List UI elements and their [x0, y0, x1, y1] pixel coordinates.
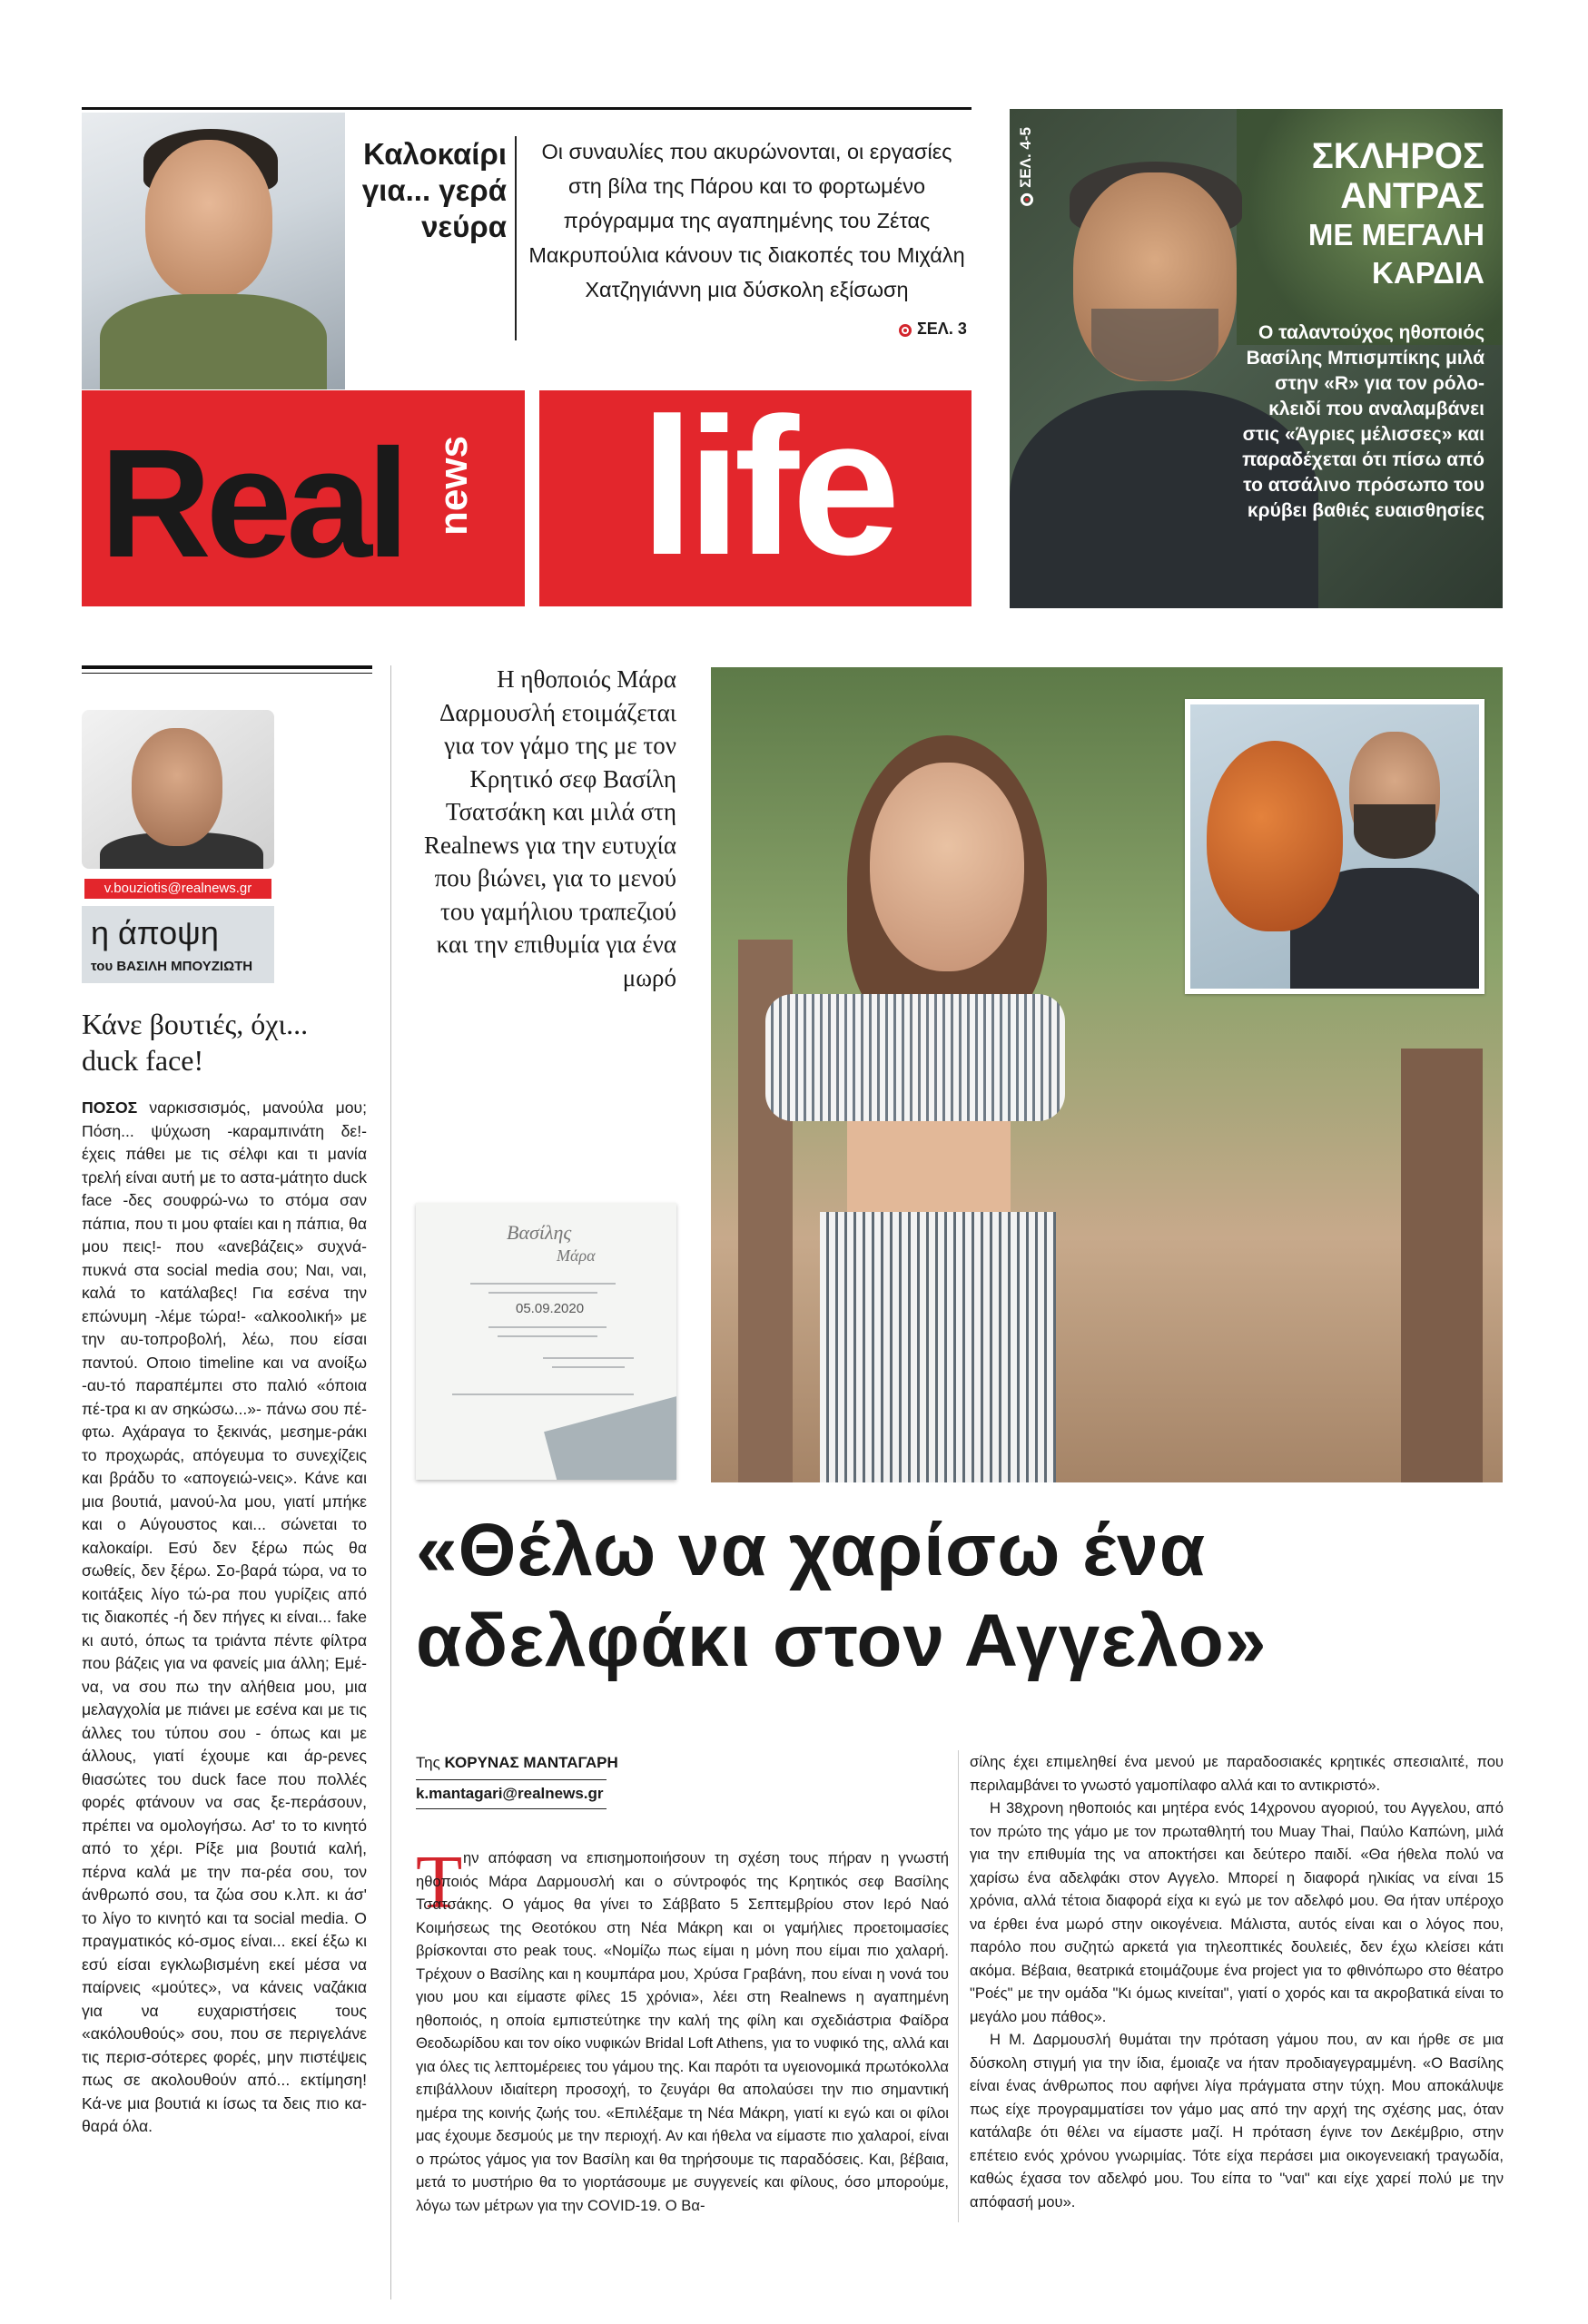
- article-paragraph: ην απόφαση να επισημοποιήσουν τη σχέση τους πήραν η γνωστή ηθοποιός Μάρα Δαρμουσλή και ο σύντροφός της Κρητικός σεφ Βασίλης Τσατσάκης. Ο γάμος θα γίνει το Σάββατο 5 Σεπτεμβρίου στον Ιερό Ναό Κοιμήσεως της Θεοτόκου στη Νέα Μάκρη και οι γαμήλιες προετοιμασίες βρίσκονται στο peak τους. «Νομίζω πως είμαι η μόνη που είμαι πιο χαλαρή. Τρέχουν ο Βασίλης και η κουμπάρα μου, Χρύσα Γραβάνη, που είναι η νονά του γιου μου και είμαστε φίλες 15 χρόνια», λέει στη Realnews η αγαπημένη ηθοποιός, η οποία εμπιστεύτηκε την καλή της φίλη και σχεδιάστρια Φαίδρα Θεοδωρίδου και τον οίκο νυφικών Bridal Loft Athens, για το νυφικό της, αλλά και για όλες τις λεπτομέρειες του γάμου της. Και παρότι τα υγειονομικά πρωτόκολλα επιβάλλουν ιδιαίτερη προσοχή, το ζευγάρι θα απολαύσει την πιο σημαντική ημέρα της κοινής ζωής του. «Επιλέξαμε τη Νέα Μάκρη, γιατί κι εγώ και οι φίλοι μας έχουμε δεσμούς με την περιοχή. Αν και ήθελα να είμαστε πιο χαλαροί, είναι ο πρώτος γάμος για τον Βασίλη και θα τηρήσουμε τις παραδόσεις. Και, βέβαια, μετά το μυστήριο θα το γιορτάσουμε με συγγενείς και φίλους, όσο μπορούμε, λόγω των μέτρων για την COVID-19. Ο Βα-: [416, 1849, 949, 2214]
- drop-cap: Τ: [416, 1840, 463, 1925]
- cover-title-line1: ΣΚΛΗΡΟΣ ΑΝΤΡΑΣ: [1311, 136, 1484, 216]
- invitation-date: 05.09.2020: [516, 1301, 585, 1316]
- teaser-page-ref[interactable]: [899, 320, 967, 339]
- column-separator: [390, 665, 391, 2299]
- article-paragraph: Η 38χρονη ηθοποιός και μητέρα ενός 14χρονου αγοριού, του Αγγελου, από τον πρώτο της γάμο με τον πρωταθλητή του Muay Thai, Παύλο Καπώνη, μιλά για την επιθυμία της να αποκτήσει και δεύτερο παιδί. «Θα ήθελα πολύ να χαρίσω ένα αδελφάκι στον Αγγελο. Μπορεί η διαφορά ηλικίας να είναι 15 χρόνια, αλλά τέτοια διαφορά είχα κι εγώ με τον αδελφό μου. Θα ήταν υπέροχο να έρθει ένα μωρό στην οικογένεια. Μάλιστα, αυτός είναι και ο λόγος που, παρόλο που συζητώ αρκετά για τηλεοπτικές δουλειές, δεν έχω κλείσει κάτι ακόμα. Βέβαια, θεατρικά ετοιμάζουμε ένα project για το φθινόπωρο στο θέατρο "Ροές" με την ομάδα "Κι όμως κινείται", γιατί ο χορός και τα ακροβατικά είναι το μεγάλο μου πάθος».: [970, 1799, 1504, 2025]
- columnist-email[interactable]: v.bouziotis@realnews.gr: [84, 879, 271, 899]
- teaser-photo[interactable]: [82, 113, 345, 389]
- byline-email[interactable]: k.mantagari@realnews.gr: [416, 1785, 604, 1802]
- byline-rule-bottom: [416, 1808, 607, 1809]
- opinion-title: η άποψη: [91, 914, 219, 951]
- opinion-headline[interactable]: Κάνε βουτιές, όχι... duck face!: [82, 1008, 309, 1077]
- columnist-photo: [82, 710, 274, 869]
- top-rule: [82, 107, 972, 110]
- wedding-invitation-photo: [416, 1203, 676, 1480]
- cover-title[interactable]: [1208, 136, 1484, 292]
- cover-page-ref-label: ΣΕΛ. 4-5: [1017, 127, 1034, 188]
- teaser-headline[interactable]: Καλοκαίρι για... γερά νεύρα: [361, 137, 507, 243]
- column-rule: [82, 665, 372, 669]
- masthead-life: life: [640, 377, 893, 596]
- masthead-real: Real: [100, 418, 405, 590]
- masthead-news: news: [431, 435, 476, 536]
- article-column-separator: [958, 1750, 959, 2222]
- opinion-body-text: ναρκισσισμός, μανούλα μου; Πόση... ψύχωση -καραμπινάτη δε!- έχεις πάθει με τις σέλφι και τι μανία τρελή είναι αυτή με το αστα-μάτητο duck face -δες σουφρώ-νω το στόμα σαν πάπια, που τι μου φταίει και η πάπια, θα μου πεις!- που «ανεβάζεις» συχνά-πυκνά στα social media σου; Ναι, ναι, καλά το κατάλαβες! Για εσένα την επώνυμη -λέμε τώρα!- «αλκοολική» με την αυ-τοπροβολή, λέω, που είσαι παντού. Οποιο timeline και να ανοίξω -αυ-τό παραπέμπει στο παλιό «όποια πέ-τρα κι αν σηκώσω...»- πάνω σου πέ-φτω. Αχάραγα το ξεκινάς, μεσημε-ράκι το προχωράς, απόγευμα το συνεχίζεις και βράδυ το «απογειώ-νεις». Κάνε και μια βουτιά, μανού-λα μου, γιατί μπήκε και ο Αύγουστος και... σώνεται το καλοκαίρι. Εσύ δεν ξέρω πώς θα σωθείς, δεν ξέρω. Σο-βαρά τώρα, να το κοιτάξεις λίγο τώ-ρα που γυρίζεις από τις διακοπές -ή δεν πήγες κι είναι... fake κι αυτό, όπως τα τριάντα πέντε φίλτρα που βάζεις για να φανείς μια άλλη; Εμέ-να, να σου πω την αλήθεια μου, μια μελαγχολία με πιάνει με εσένα και με τις άλλες του τύπου σου - όπως και με άλλους, γιατί έχουμε και άρ-ρενες θιασώτες του duck face που πολλές φορές φτάνουν να σας ξε-περάσουν, πρέπει να ομολογήσω. Ασ' το το κινητό από το χέρι. Ρίξε μια βουτιά καλή, πέρνα καλά με την πα-ρέα σου, τον άνθρωπό σου, τα ζώα σου κ.λπ. κι άσ' το λίγο το κινητό και τα social media. Ο πραγματικός κό-σμος είναι... εκεί έξω κι εσύ είσαι εγκλωβισμένη εκεί μέσα να παίρνεις «μούτες», να κάνεις ναζάκια για να ευχαριστήσεις τους «ακόλουθούς» σου, που σε περιγελάνε τις περισ-σότερες φορές, μην πιστέψεις πως σε ακολουθούν από... εκτίμηση! Κά-νε μια βουτιά κι ίσως τα δεις πιο κα-θαρά όλα.: [82, 1098, 367, 2135]
- article-intro: Η ηθοποιός Μάρα Δαρμουσλή ετοιμάζεται για τον γάμο της με τον Κρητικό σεφ Βασίλη Τσατσάκη και μιλά στη Realnews για την ευτυχία που βιώνει, για το μενού του γαμήλιου τραπεζιού και την επιθυμία για ένα μωρό: [423, 665, 676, 991]
- article-column-1: [416, 1840, 949, 2217]
- column-rule-thin: [82, 673, 372, 674]
- opinion-lead-word: ΠΟΣΟΣ: [82, 1098, 138, 1117]
- cover-page-ref[interactable]: [1017, 127, 1035, 206]
- cover-title-line2: ΜΕ ΜΕΓΑΛΗ ΚΑΡΔΙΑ: [1307, 218, 1484, 290]
- article-paragraph: σίλης έχει επιμεληθεί ένα μενού με παραδοσιακές κρητικές σπεσιαλιτέ, που περιλαμβάνει το γνωστό γαμοπίλαφο αλλά και το αντικριστό».: [970, 1753, 1504, 1794]
- byline-rule: [416, 1779, 607, 1780]
- byline-author: ΚΟΡΥΝΑΣ ΜΑΝΤΑΓΑΡΗ: [444, 1754, 618, 1771]
- opinion-author: του ΒΑΣΙΛΗ ΜΠΟΥΖΙΩΤΗ: [91, 959, 253, 974]
- article-headline[interactable]: «Θέλω να χαρίσω ένα αδελφάκι στον Αγγελο»: [416, 1509, 1267, 1682]
- teaser-divider: [515, 136, 517, 340]
- invitation-name-1: Βασίλης: [507, 1221, 572, 1244]
- opinion-body: [82, 1097, 367, 2139]
- teaser-page-ref-label: ΣΕΛ. 3: [917, 320, 967, 338]
- cover-text: Ο ταλαντούχος ηθοποιός Βασίλης Μπισμπίκης μιλά στην «R» για τον ρόλο-κλειδί που αναλαμβάνει στις «Άγριες μέλισσες» και παραδέχεται ότι πίσω από το ατσάλινο πρόσωπο του κρύβει βαθιές ευαισθησίες: [1242, 322, 1484, 521]
- article-column-2: [970, 1750, 1504, 2213]
- target-icon: [1021, 193, 1033, 206]
- article-paragraph: Η Μ. Δαρμουσλή θυμάται την πρόταση γάμου που, αν και ήρθε σε μια δύσκολη στιγμή για την ίδια, έμοιαζε να ήταν προδιαγεγραμμένη. «Ο Βασίλης είναι ένας άνθρωπος που αφήνει λίγα πράγματα στην τύχη. Μου αποκάλυψε πως είχε προγραμματίσει τον γάμο μας από την αρχή της σχέσης μας, όταν κατάλαβε ότι θέλει να είμαστε μαζί. Η πρόταση έγινε τον Δεκέμβριο, στην επέτειο ενός χρόνου γνωριμίας. Τότε είχα περάσει μια οικογενειακή τραγωδία, καθώς έχασα τον αδελφό μου. Του είπα το "ναι" και είχε χαρεί πολύ με την απόφασή μου».: [970, 2031, 1504, 2211]
- invitation-name-2: Μάρα: [557, 1246, 596, 1265]
- byline-prefix: Της: [416, 1754, 445, 1771]
- target-icon: [899, 324, 912, 337]
- inset-photo-chef[interactable]: [1185, 699, 1484, 994]
- byline: [416, 1754, 618, 1772]
- teaser-text: Οι συναυλίες που ακυρώνονται, οι εργασίες στη βίλα της Πάρου και το φορτωμένο πρόγραμμα της αγαπημένης του Ζέτας Μακρυπούλια κάνουν τις διακοπές του Μιχάλη Χατζηγιάννη μια δύσκολη εξίσωση: [528, 140, 965, 301]
